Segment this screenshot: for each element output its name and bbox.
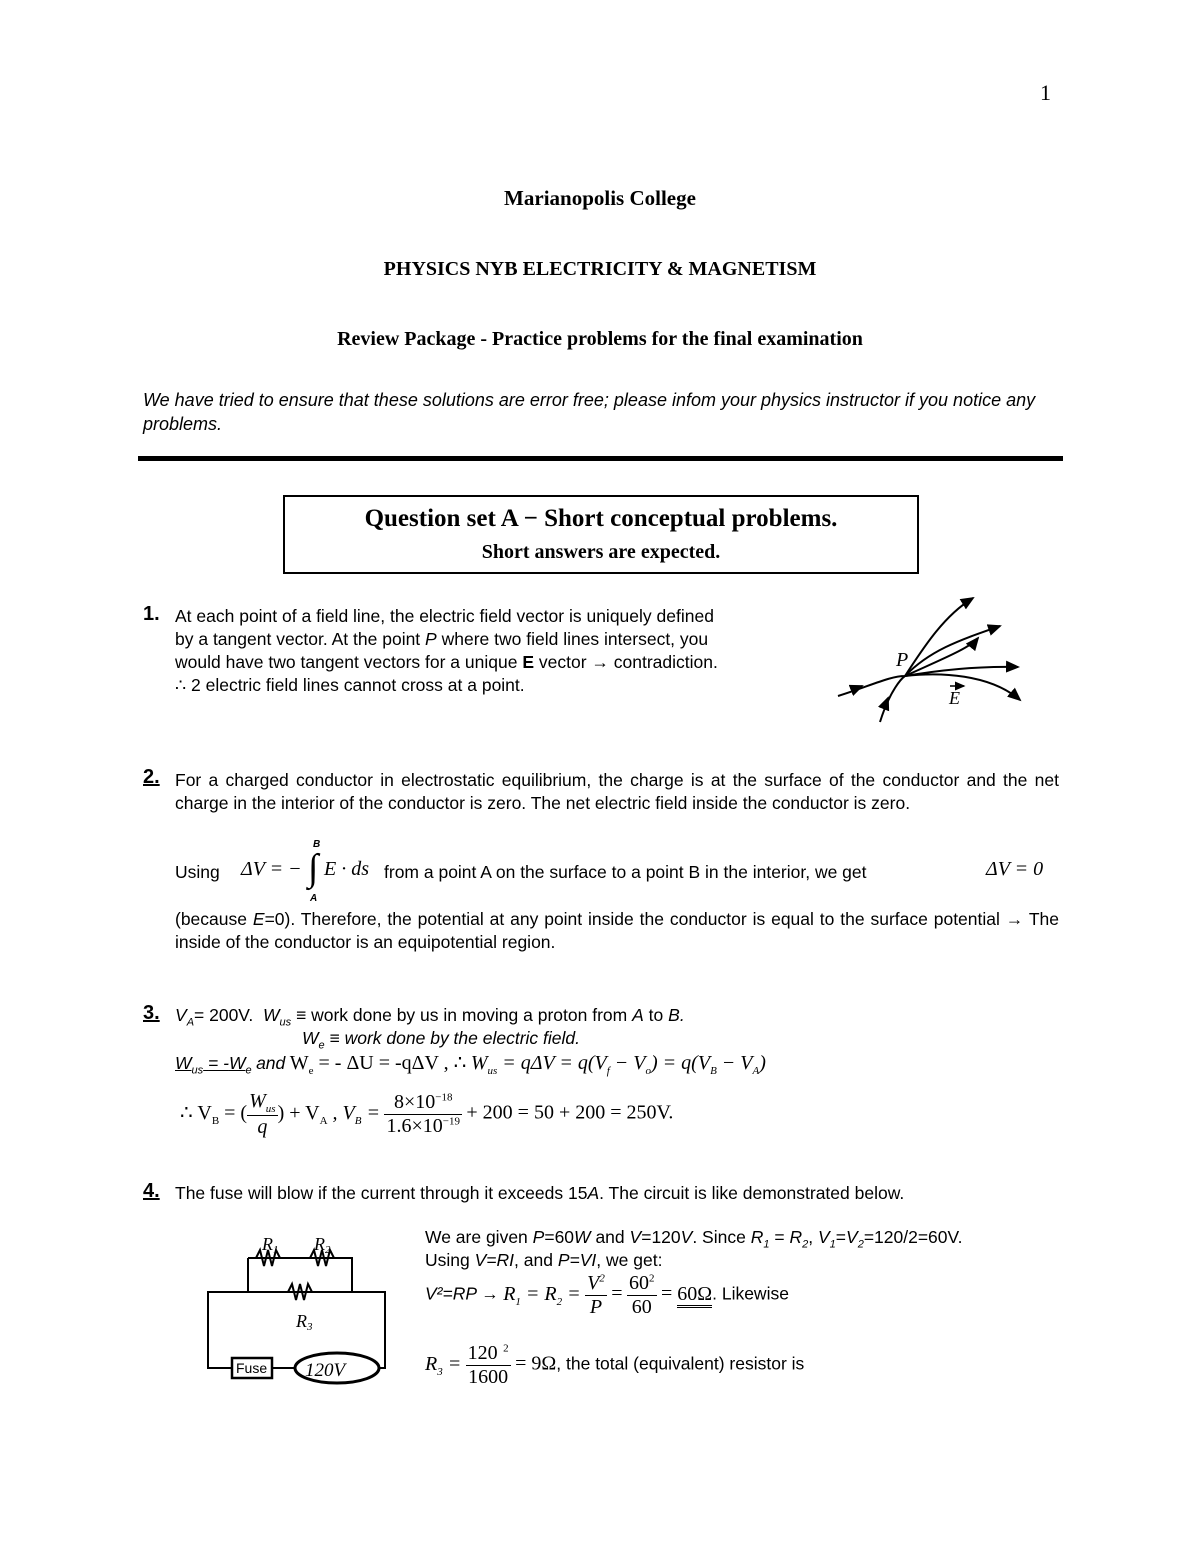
integral-sign: ∫	[308, 847, 319, 889]
q2-formula-lhs: ΔV = −	[241, 858, 302, 880]
source-label: 120V	[305, 1360, 346, 1381]
q3-equation-1: $W_{us} = -W_e$ and $W_e$ = - ΔU = -qΔV , ∴ $W_{us} = q\Delta V = q(V_f - V_o) = q(V_B - V_A)$	[175, 1052, 766, 1077]
field-lines-diagram	[830, 590, 1030, 730]
circuit-diagram	[200, 1230, 400, 1400]
q2-number: 2.	[143, 766, 160, 788]
vector-e-label: E	[949, 688, 960, 708]
q2-result: ΔV = 0	[986, 858, 1044, 880]
r2-label: R2	[314, 1234, 331, 1256]
divider	[138, 456, 1063, 461]
q4-using: Using V=RI, and P=VI, we get:	[425, 1250, 663, 1270]
college-title: Marianopolis College	[504, 186, 696, 210]
point-p-label: P	[896, 649, 909, 671]
r1-label: R1	[262, 1234, 279, 1256]
q3-line-1: $V_A= 200V$. $W_{us}$ ≡ work done by us in moving a proton from A to B.	[175, 1005, 685, 1029]
course-title: PHYSICS NYB ELECTRICITY & MAGNETISM	[383, 258, 817, 280]
q4-text: The fuse will blow if the current through it exceeds 15A. The circuit is like demonstrated below.	[175, 1183, 905, 1203]
r3-label: R3	[296, 1311, 313, 1333]
field-line-5	[905, 674, 1020, 700]
integrand: E · ds	[324, 858, 369, 880]
q1-line-4: ∴ 2 electric field lines cannot cross at a point.	[175, 675, 525, 695]
q1-line-3: would have two tangent vectors for a unique E vector → contradiction.	[175, 652, 718, 672]
q1-line-2: by a tangent vector. At the point P where two field lines intersect, you	[175, 629, 709, 649]
integral-lower: A	[310, 893, 318, 904]
section-box	[283, 495, 919, 574]
q2-text-2: (because E=0). Therefore, the potential at any point inside the conductor is equal to the surface potential → The inside of the conductor is an equipotential region.	[175, 909, 1059, 952]
q3-number: 3.	[143, 1002, 160, 1024]
q2-using: Using	[175, 862, 220, 882]
q4-r1-equation: $V^2=RP \to R_1 = R_2$ = $\frac{V^2}{P}$ = $\frac{60^2}{60}$ = 60Ω. Likewise	[425, 1272, 789, 1318]
review-title: Review Package - Practice problems for the final examination	[337, 328, 863, 350]
field-line-1	[838, 667, 1018, 696]
q1-line-1: At each point of a field line, the electric field vector is uniquely defined	[175, 606, 714, 626]
fuse-label: Fuse	[236, 1360, 268, 1376]
disclaimer: We have tried to ensure that these solutions are error free; please infom your physics instructor if you notice any problems.	[143, 390, 1036, 434]
section-title: Question set A − Short conceptual problems.	[364, 505, 838, 532]
page-number: 1	[1040, 80, 1051, 105]
q1-number: 1.	[143, 603, 160, 625]
q4-number: 4.	[143, 1180, 160, 1202]
q3-equation-2: ∴ $V_B$ = ( $\frac{W_{us}}{q}$ ) + $V_A$ , $V_B$ = $\frac{8\times 10^{-18}}{1.6\times 10^{-19}}$ + 200 = 50 + 200 = 250V.	[180, 1090, 674, 1138]
section-subtitle: Short answers are expected.	[481, 541, 721, 563]
q2-mid: from a point A on the surface to a point B in the interior, we get	[384, 862, 867, 882]
q4-r3-equation: $R_3$ = $\frac{120 ^2}{1600}$ = 9Ω, the total (equivalent) resistor is	[425, 1342, 805, 1388]
q4-given: We are given P=60W and V=120V. Since $R_1 = R_2$, $V_1=V_2=120/2=60V$.	[425, 1227, 963, 1251]
q2-text-1: For a charged conductor in electrostatic equilibrium, the charge is at the surface of the conductor and the net charge in the interior of the conductor is zero. The net electric field inside the conductor is zero.	[175, 770, 1059, 813]
q3-line-2: $W_e$ ≡ work done by the electric field.	[302, 1028, 581, 1052]
integral-upper: B	[313, 839, 321, 850]
